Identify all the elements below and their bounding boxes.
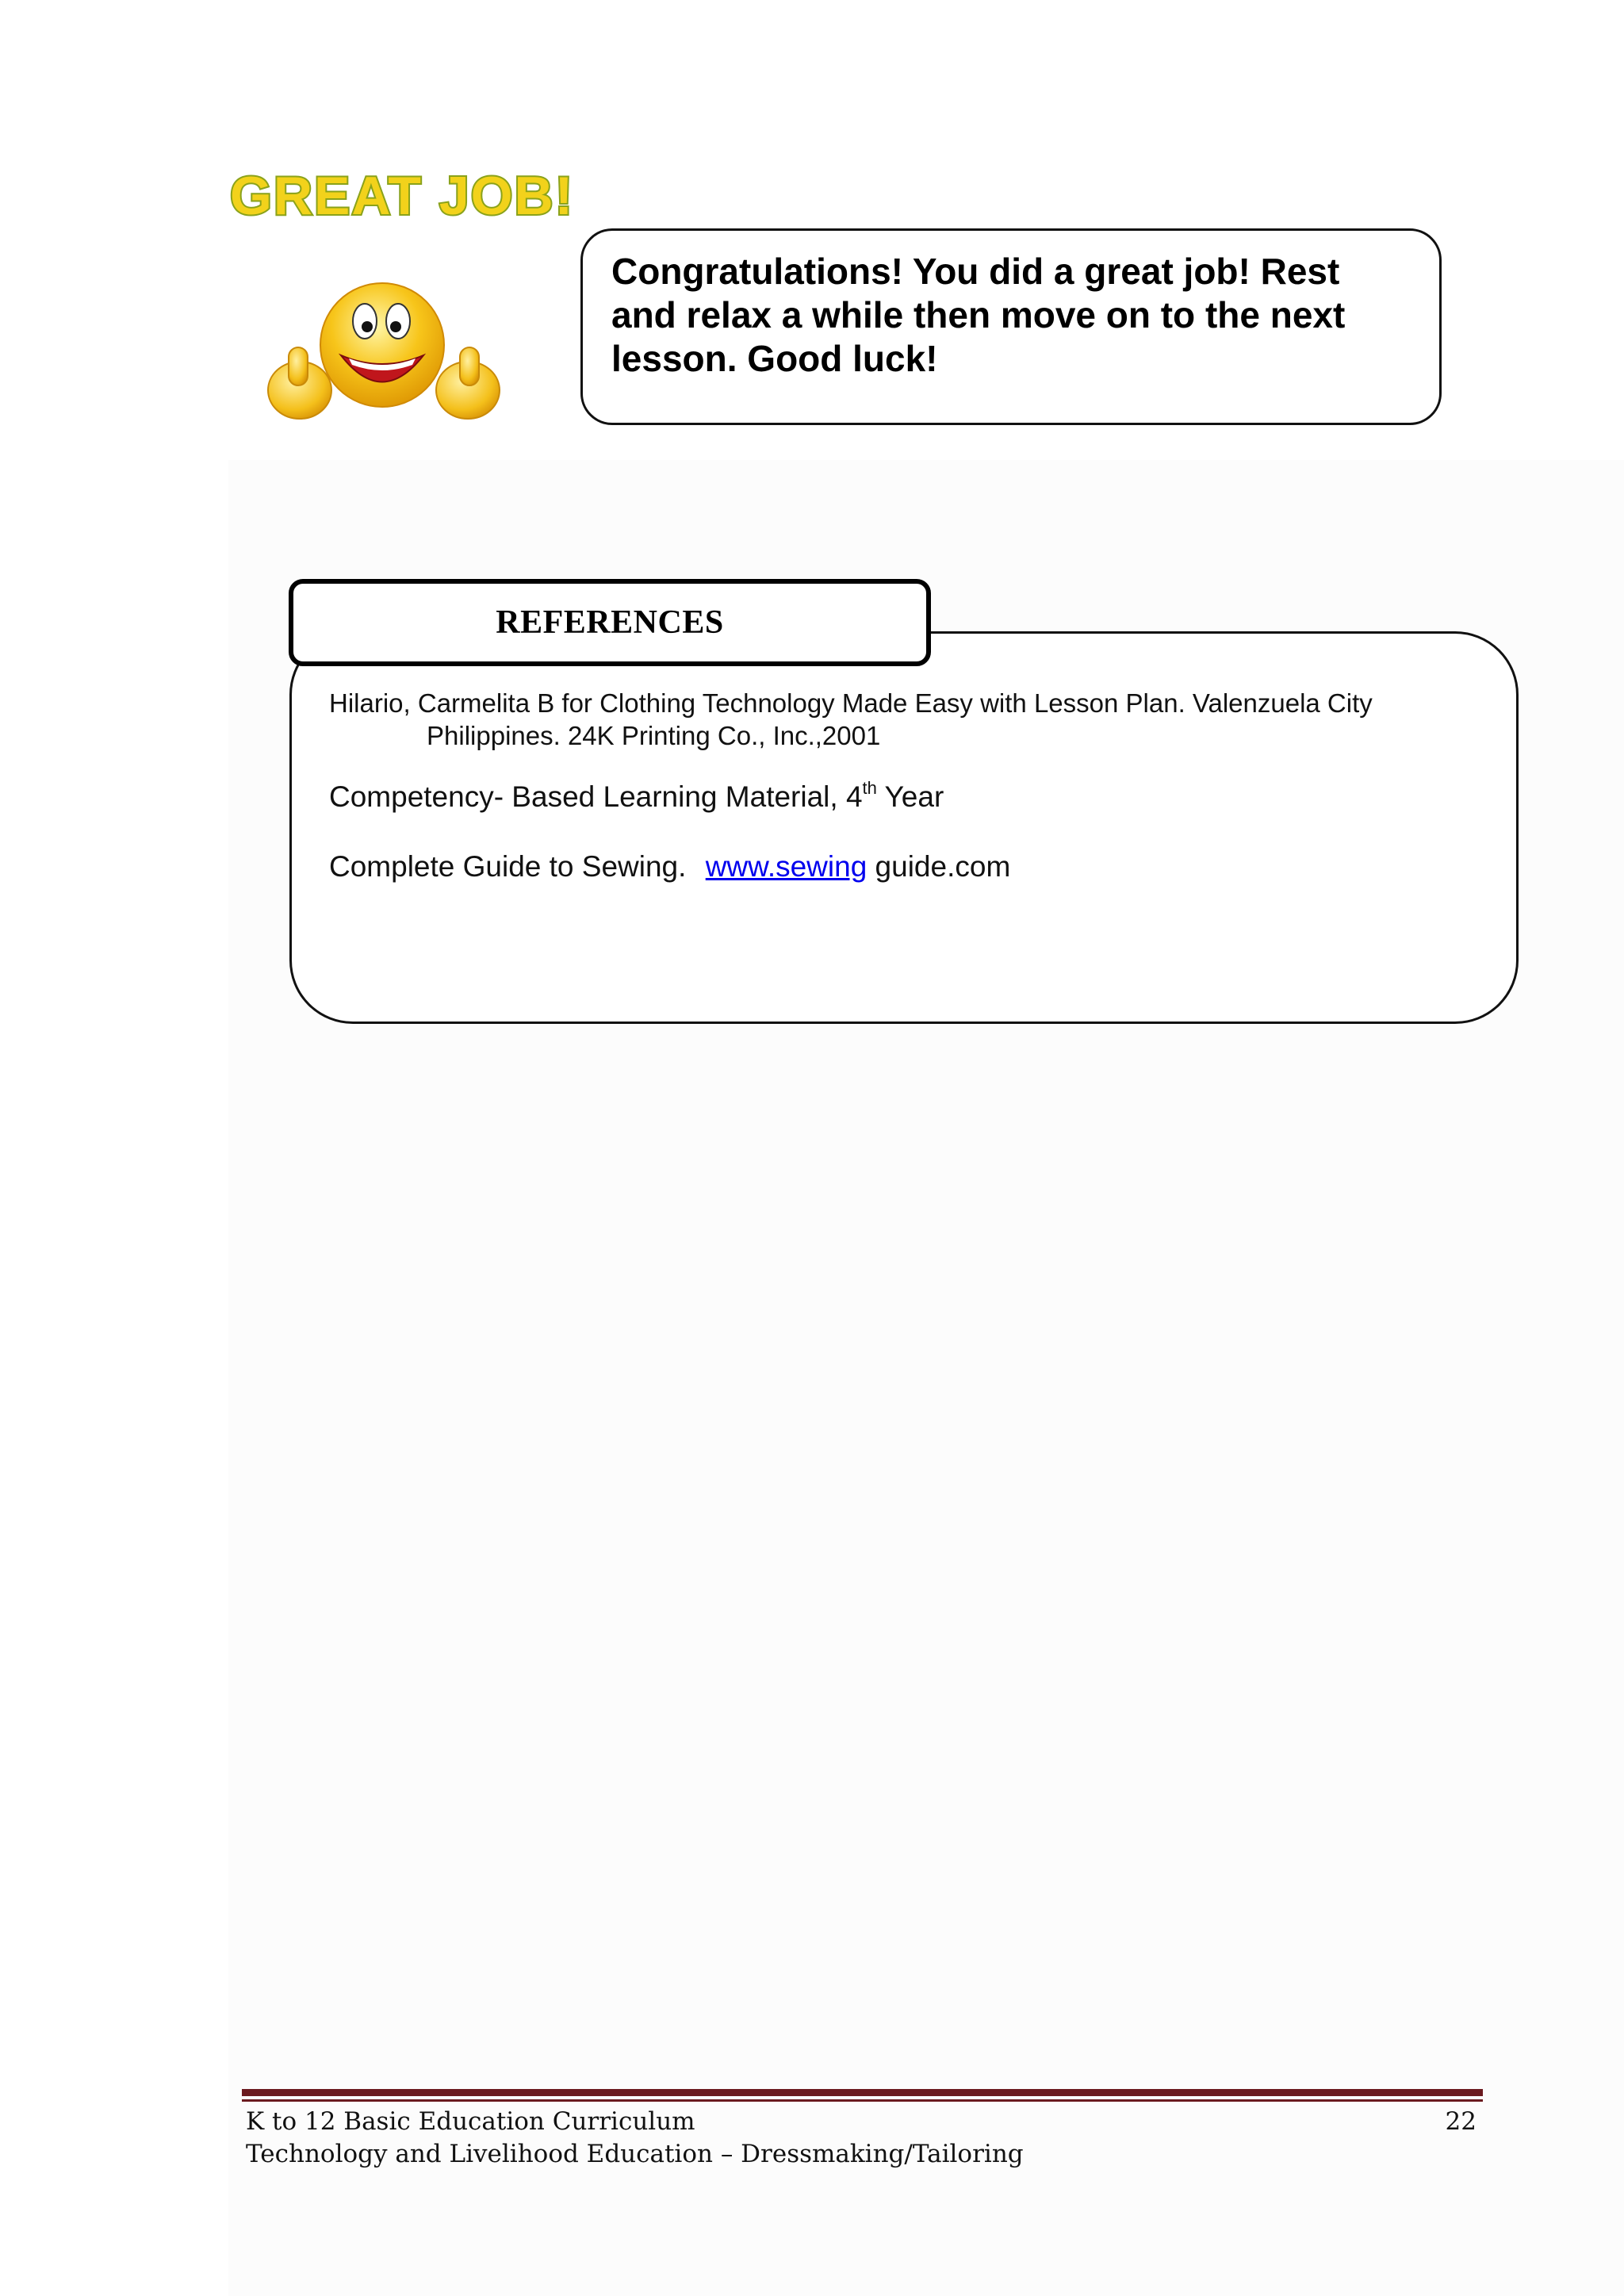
reference-3-text: Complete Guide to Sewing. (329, 850, 687, 883)
references-heading: REFERENCES (496, 604, 724, 641)
reference-3-tail: guide.com (867, 850, 1011, 883)
reference-2-tail: Year (876, 780, 944, 813)
reference-2-superscript: th (862, 778, 877, 798)
great-job-sticker (230, 166, 575, 432)
footer-subject: Technology and Livelihood Education – Dressmaking/Tailoring (246, 2140, 1024, 2168)
great-job-text: GREAT JOB! (230, 166, 575, 226)
congratulations-box (580, 228, 1442, 425)
smiley-face-icon (320, 283, 444, 407)
sewing-guide-link[interactable]: www.sewing (705, 850, 868, 883)
reference-entry-1 (329, 687, 1471, 752)
reference-entry-2 (329, 779, 944, 815)
congratulations-message: Congratulations! You did a great job! Rest and relax a while then move on to the next lesson. Good luck! (611, 251, 1346, 379)
reference-1-line-1: Hilario, Carmelita B for Clothing Technology Made Easy with Lesson Plan. Valenzuela City (329, 688, 1373, 718)
footer-curriculum: K to 12 Basic Education Curriculum (246, 2107, 695, 2136)
footer-rule-thin (242, 2099, 1483, 2102)
page-number: 22 (1445, 2107, 1477, 2136)
reference-1-line-2: Philippines. 24K Printing Co., Inc.,2001 (427, 721, 881, 750)
footer-rule (242, 2089, 1483, 2096)
reference-entry-3 (329, 849, 1010, 885)
reference-2-text: Competency- Based Learning Material, 4 (329, 780, 863, 813)
right-thumb-icon (436, 347, 500, 419)
references-heading-box (289, 579, 931, 666)
